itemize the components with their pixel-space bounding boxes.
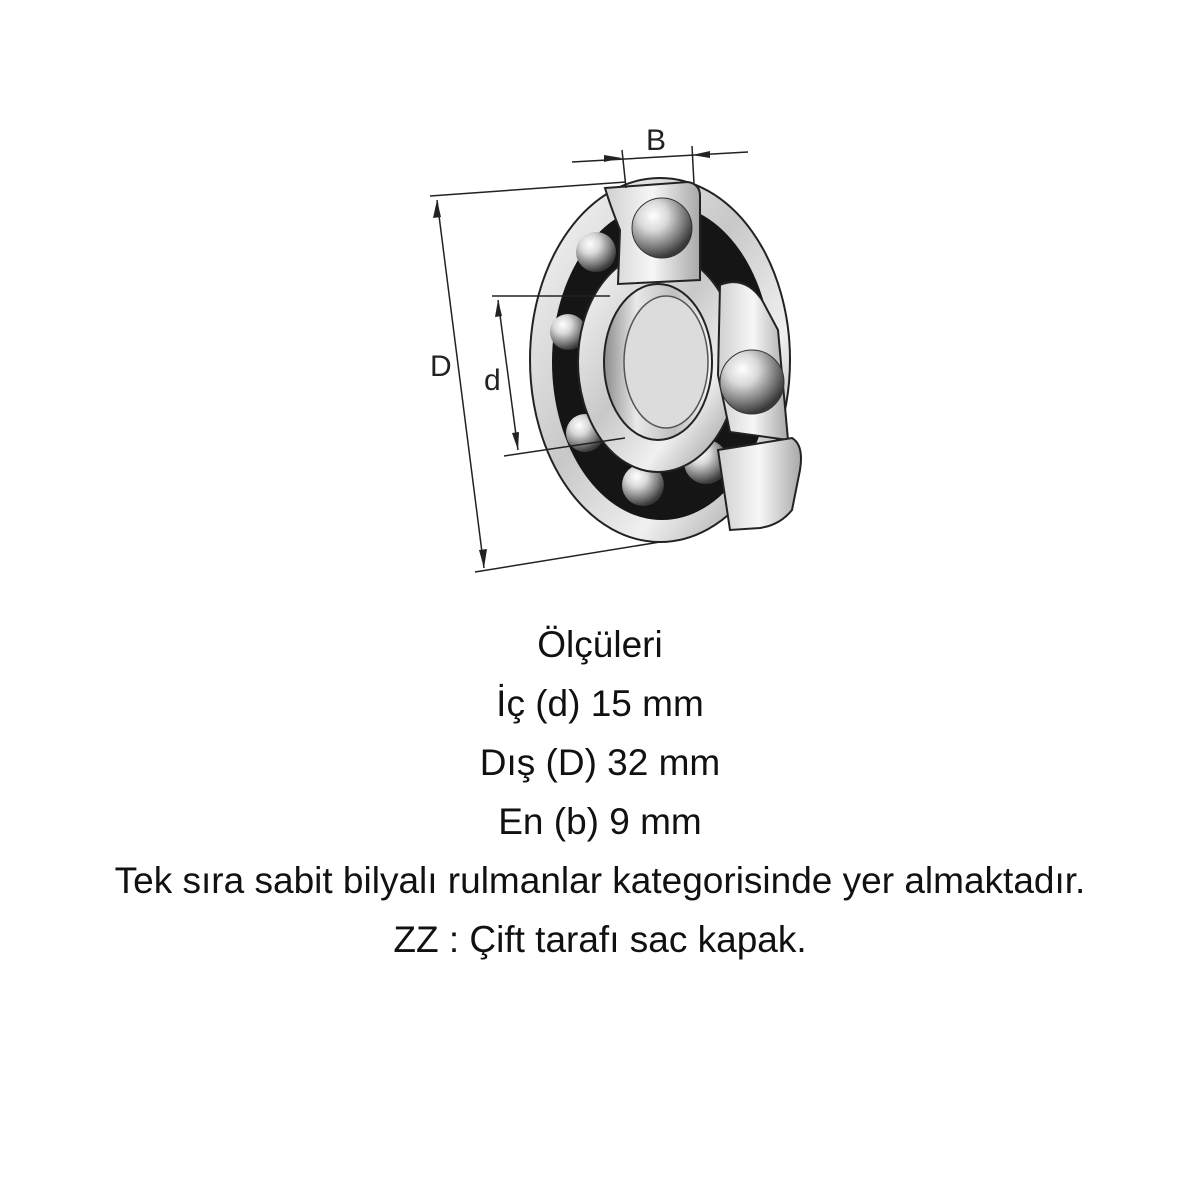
bearing-drawing xyxy=(400,100,820,600)
bearing-diagram xyxy=(400,100,820,600)
spec-category: Tek sıra sabit bilyalı rulmanlar kategorisinde yer almaktadır. xyxy=(114,860,1086,901)
bore-inner-edge xyxy=(624,296,708,428)
dim-outer-line xyxy=(437,200,484,568)
dim-b-label: B xyxy=(646,124,667,157)
dim-outer-label: D xyxy=(430,350,452,383)
spec-heading: Ölçüleri xyxy=(537,624,663,665)
dim-outer-arrow-top xyxy=(433,200,441,218)
dim-b-arrow-right xyxy=(692,151,710,158)
dim-b-arrow-left xyxy=(604,155,622,162)
spec-list xyxy=(0,615,1200,969)
spec-shield: ZZ : Çift tarafı sac kapak. xyxy=(393,919,807,960)
spec-inner-diameter: İç (d) 15 mm xyxy=(496,683,704,724)
dim-outer-ext-top xyxy=(430,182,626,196)
ball-cutaway-top xyxy=(632,198,692,258)
dim-inner-label: d xyxy=(484,364,501,397)
dim-outer-ext-bottom xyxy=(475,542,660,572)
dim-inner-arrow-top xyxy=(495,300,502,317)
ball-back-1 xyxy=(576,232,616,272)
dim-inner-line xyxy=(498,300,518,450)
spec-width: En (b) 9 mm xyxy=(498,801,702,842)
dim-b-ext-right xyxy=(692,146,694,184)
dim-inner-arrow-bottom xyxy=(512,432,519,450)
ball-cutaway-right xyxy=(720,350,784,414)
cutaway-bottom-section xyxy=(718,438,801,530)
spec-outer-diameter: Dış (D) 32 mm xyxy=(479,742,721,783)
